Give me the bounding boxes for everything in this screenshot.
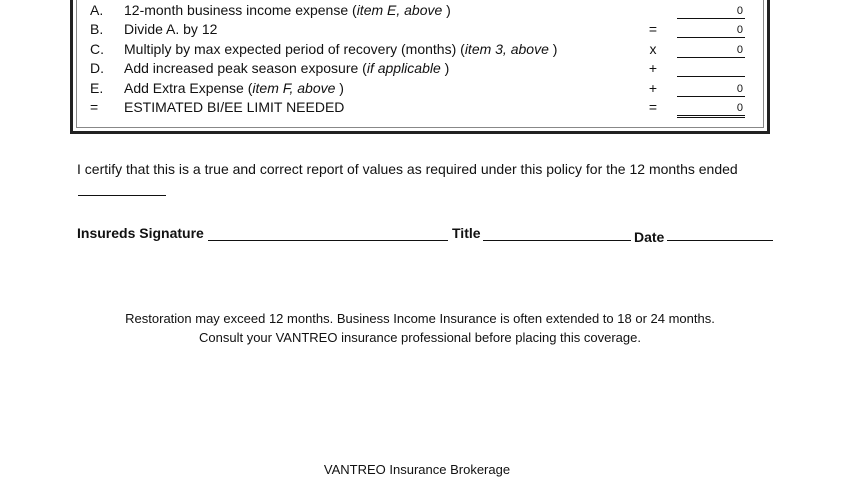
row-value: 0: [736, 24, 743, 36]
date-field[interactable]: [667, 240, 773, 241]
row-description: [124, 60, 449, 76]
row-text: Multiply by max expected period of recovery (months) (: [124, 41, 465, 57]
row-operator: +: [648, 60, 658, 76]
insured-signature-label: Insureds Signature: [77, 225, 204, 241]
row-reference: if applicable: [366, 60, 441, 76]
row-reference: item E, above: [356, 2, 443, 18]
row-description: [124, 41, 557, 57]
row-letter: =: [90, 99, 99, 115]
row-description: [124, 99, 344, 115]
row-value-field[interactable]: [677, 23, 745, 38]
row-letter: E.: [90, 80, 104, 96]
row-operator: =: [648, 99, 658, 115]
row-text: ): [440, 60, 450, 76]
worksheet-row: [0, 41, 850, 61]
row-value-field[interactable]: [677, 62, 745, 77]
row-value: 0: [736, 83, 743, 95]
row-text: Add Extra Expense (: [124, 80, 253, 96]
row-reference: item F, above: [252, 80, 336, 96]
worksheet-row: [0, 21, 850, 41]
date-label: Date: [634, 229, 665, 245]
row-description: [124, 21, 217, 37]
row-description: [124, 2, 451, 18]
row-text: 12-month business income expense (: [124, 2, 357, 18]
worksheet-row: [0, 2, 850, 22]
row-value: 0: [736, 102, 743, 114]
row-operator: =: [648, 21, 658, 37]
row-text: ESTIMATED BI/EE LIMIT NEEDED: [124, 99, 345, 115]
title-field[interactable]: [483, 240, 631, 241]
insured-signature-field[interactable]: [208, 240, 448, 241]
row-operator: x: [649, 41, 657, 57]
row-letter: B.: [90, 21, 104, 37]
footer-brokerage: VANTREO Insurance Brokerage: [323, 462, 511, 477]
row-text: Divide A. by 12: [124, 21, 218, 37]
worksheet-row: [0, 99, 850, 119]
row-value: 0: [736, 5, 743, 17]
row-value-field[interactable]: [677, 101, 745, 118]
row-text: ): [548, 41, 558, 57]
row-value-field[interactable]: [677, 82, 745, 97]
row-reference: item 3, above: [464, 41, 549, 57]
row-letter: A.: [90, 2, 104, 18]
months-ended-field[interactable]: [78, 195, 166, 196]
row-letter: D.: [90, 60, 104, 76]
row-operator: +: [648, 80, 658, 96]
row-value-field[interactable]: [677, 4, 745, 19]
row-value: 0: [736, 44, 743, 56]
title-label: Title: [452, 225, 481, 241]
row-text: ): [442, 2, 451, 18]
worksheet-row: [0, 80, 850, 100]
restoration-note: Restoration may exceed 12 months. Business Income Insurance is often extended to 18 or 24 months.: [125, 311, 715, 326]
row-text: Add increased peak season exposure (: [124, 60, 367, 76]
row-text: ): [335, 80, 344, 96]
row-description: [124, 80, 344, 96]
row-letter: C.: [90, 41, 104, 57]
row-value-field[interactable]: [677, 43, 745, 58]
certification-text: I certify that this is a true and correct report of values as required under this policy for the 12 months ended: [77, 161, 738, 177]
consult-note: Consult your VANTREO insurance professional before placing this coverage.: [199, 330, 641, 345]
worksheet-row: [0, 60, 850, 80]
